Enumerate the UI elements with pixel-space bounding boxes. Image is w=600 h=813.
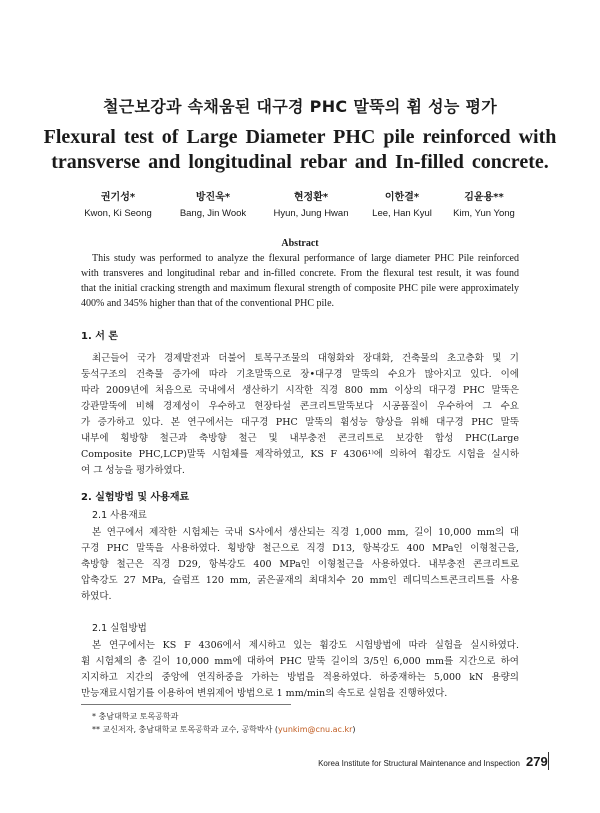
body-line: 여 그 성능을 평가하였다. xyxy=(81,465,185,476)
footnote-text: ** 교신저자, 충남대학교 토목공학과 교수, 공학박사 ( xyxy=(92,725,279,734)
body-line: 휨 시험체의 총 길이 10,000 mm에 대하여 PHC 말뚝 길이의 3/5인 6,000 mm를 지간으로 하여 xyxy=(81,656,519,667)
author xyxy=(362,190,442,222)
page-number: 279 xyxy=(526,754,548,769)
footnote-close: ) xyxy=(352,725,356,734)
abstract-line: with transveres and longitudinal rebar and in-filled concrete. From the flexural test result, it was found xyxy=(81,268,519,279)
body-line: 만능재료시험기를 이용하여 변위제어 방법으로 1 mm/min의 속도로 실험을 진행하였다. xyxy=(81,688,448,699)
body-line: 본 연구에서 제작한 시험체는 국내 S사에서 생산되는 직경 1,000 mm, 길이 10,000 mm의 대 xyxy=(92,527,519,538)
body-line: 내부에 횡방향 철근과 축방향 철근 및 내부충전 콘크리트로 보강한 합성 PHC(Large xyxy=(81,433,519,444)
abstract-line: 400% and 345% higher than that of the conventional PHC pile. xyxy=(81,298,335,309)
abstract-line: that the initial cracking strength and maximum flexural strength of composite PHC pile were approximately xyxy=(81,283,519,294)
author-name-kr: 방진욱* xyxy=(195,192,231,203)
author-list xyxy=(78,190,522,224)
author xyxy=(78,190,158,222)
footnote-affiliation: * 충남대학교 토목공학과 xyxy=(92,712,179,721)
korean-title: 철근보강과 속채움된 대구경 PHC 말뚝의 휨 성능 평가 xyxy=(103,97,497,116)
footnote-corresponding-author xyxy=(92,724,356,735)
author-name-en: Lee, Han Kyul xyxy=(372,208,432,219)
author-name-en: Kwon, Ki Seong xyxy=(84,208,152,219)
english-title-line-1: Flexural test of Large Diameter PHC pile reinforced with xyxy=(43,126,557,148)
body-line: 최근들어 국가 경제발전과 더불어 토목구조물의 대형화와 장대화, 건축물의 초고층화 및 기 xyxy=(92,353,519,364)
body-line: 둥석구조의 건축물 증가에 따라 기초말뚝으로 장•대구경 말뚝의 수요가 많아지고 있다. 이에 xyxy=(81,369,519,380)
author-name-kr: 김윤용** xyxy=(464,192,504,203)
body-line: 따라 2009년에 처음으로 국내에서 생산하기 시작한 직경 800 mm 이상의 대구경 PHC 말뚝은 xyxy=(81,385,519,396)
author-name-en: Bang, Jin Wook xyxy=(179,208,247,219)
abstract-line: This study was performed to analyze the flexural performance of large diameter PHC Pile reinforced xyxy=(92,253,519,264)
author-name-kr: 이한결* xyxy=(384,192,420,203)
footer-divider xyxy=(548,752,549,770)
author-name-en: Kim, Yun Yong xyxy=(453,208,515,219)
author-name-en: Hyun, Jung Hwan xyxy=(273,208,349,219)
abstract-heading: Abstract xyxy=(281,238,319,249)
body-line: 가 증가하고 있다. 본 연구에서는 대구경 PHC 말뚝의 휨성능 향상을 위해 대구경 PHC 말뚝 xyxy=(81,417,519,428)
section-heading-introduction: 1. 서 론 xyxy=(81,331,119,342)
author-name-kr: 권기성* xyxy=(100,192,136,203)
subsection-heading-test-method: 2.1 실험방법 xyxy=(92,623,147,634)
author-name-kr: 현정환* xyxy=(293,192,329,203)
english-title xyxy=(0,125,600,175)
author xyxy=(170,190,256,222)
author xyxy=(444,190,524,222)
body-line: 강관말뚝에 비해 경제성이 우수하고 현장타설 콘크리트말뚝보다 시공품질이 우수하여 그 수요 xyxy=(81,401,519,412)
footer-organization: Korea Institute for Structural Maintenance and Inspection xyxy=(318,759,520,768)
footnote-divider xyxy=(81,704,291,705)
section-heading-method: 2. 실험방법 및 사용재료 xyxy=(81,492,190,503)
author-email-link[interactable]: yunkim@cnu.ac.kr xyxy=(278,725,353,734)
body-line: 본 연구에서는 KS F 4306에서 제시하고 있는 휨강도 시험방법에 따라 실험을 실시하였다. xyxy=(92,640,519,651)
body-line: 압축강도 27 MPa, 슬럼프 120 mm, 굵은골재의 최대치수 20 mm인 레디믹스트콘크리트를 사용 xyxy=(81,575,519,586)
author xyxy=(264,190,358,222)
subsection-heading-materials: 2.1 사용재료 xyxy=(92,510,147,521)
body-line: 구경 PHC 말뚝을 사용하였다. 횡방향 철근으로 직경 D13, 항복강도 400 MPa인 이형철근을, xyxy=(81,543,519,554)
english-title-line-2: transverse and longitudinal rebar and In-filled concrete. xyxy=(51,151,549,173)
body-line: 하였다. xyxy=(81,591,112,602)
body-line: 지지하고 지간의 중앙에 연직하중을 가하는 방법을 적용하였다. 하중재하는 5,000 kN 용량의 xyxy=(81,672,519,683)
body-line: Composite PHC,LCP)말뚝 시험체를 제작하였고, KS F 4306¹⁾에 의하여 휨강도 시험을 실시하 xyxy=(81,449,519,460)
body-line: 축방향 철근은 직경 D29, 항복강도 400 MPa인 이형철근을 사용하였다. 내부충전 콘크리트로 xyxy=(81,559,519,570)
